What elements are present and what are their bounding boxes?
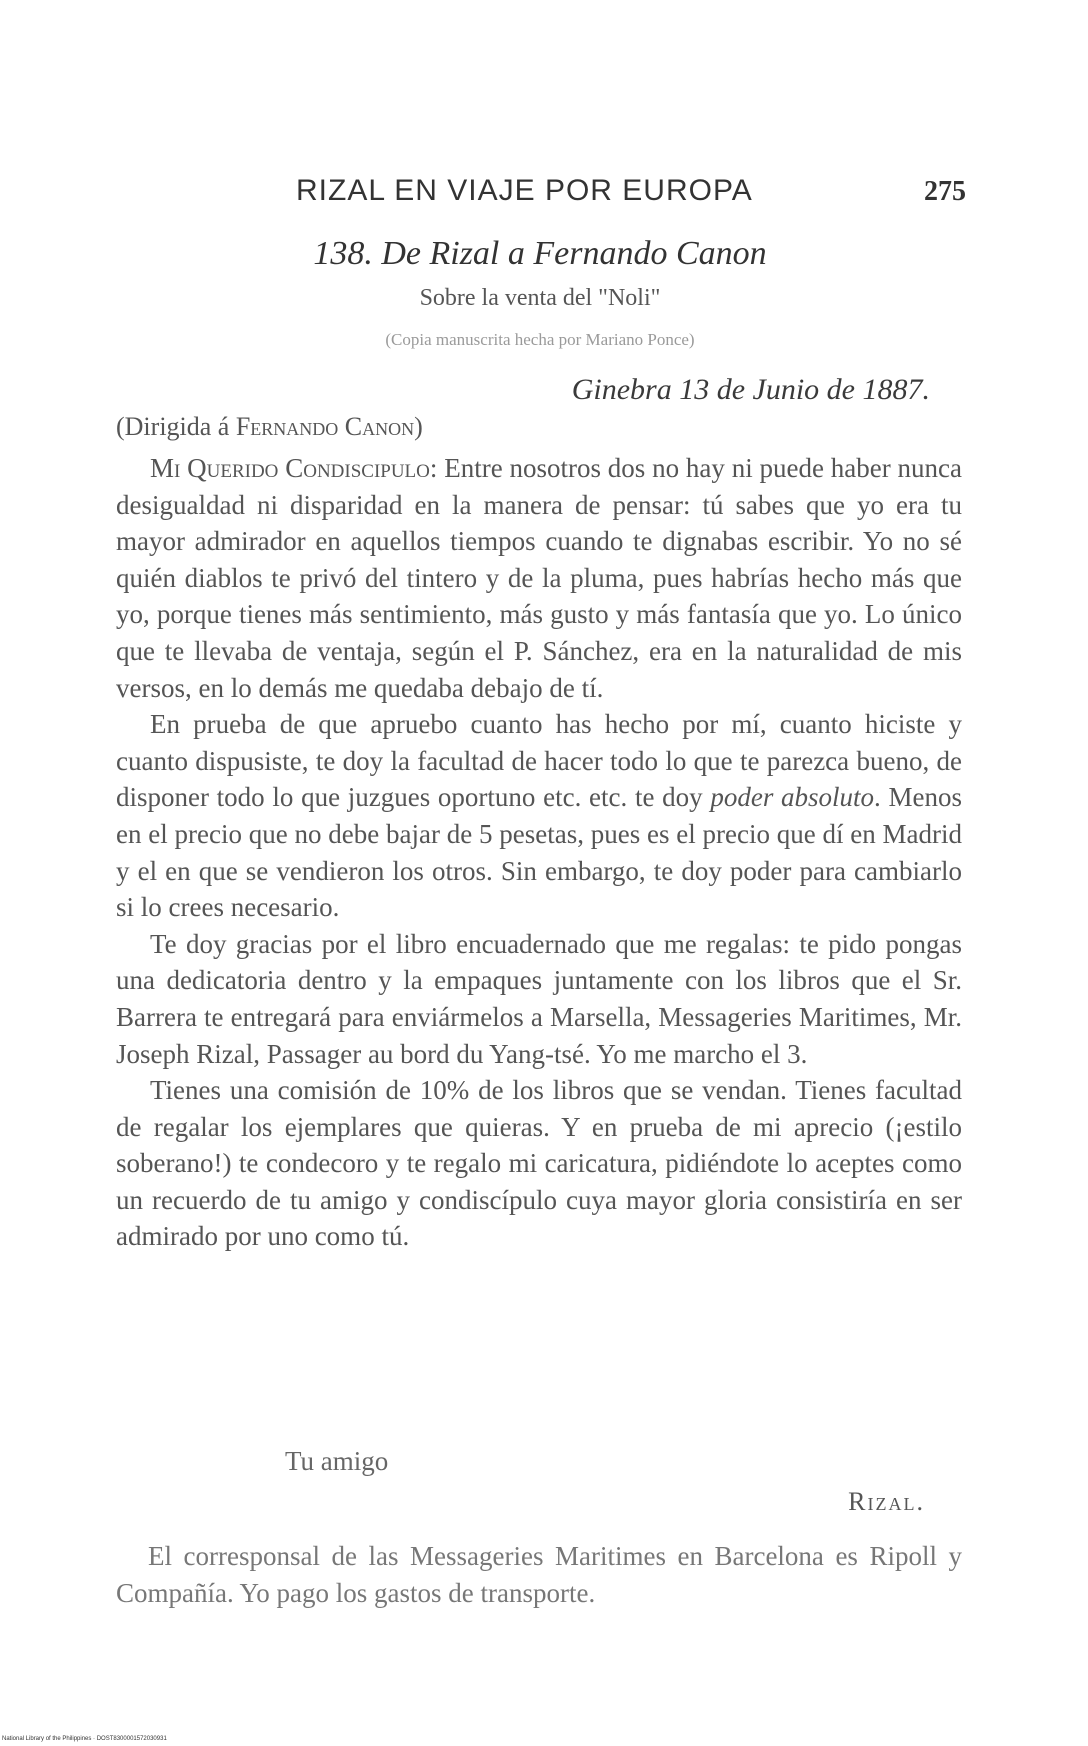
emphasis-text: poder absoluto (710, 782, 875, 813)
closing: Tu amigo (285, 1446, 389, 1476)
letter-body (116, 450, 962, 1255)
signature: Rizal. (848, 1487, 925, 1516)
addressee-name: Fernando Canon (235, 412, 415, 441)
letter-title: 138. De Rizal a Fernando Canon (313, 235, 767, 272)
addressee-prefix: (Dirigida á (116, 412, 236, 441)
paragraph-2-text: En prueba de que apruebo cuanto has hecho por mí, cuanto hiciste y cuanto dispusiste, te doy la facultad de hacer todo lo que te parezca bueno, de disponer todo lo que juzgues oportuno etc. etc. te doy (116, 709, 962, 813)
paragraph-1-text: Entre nosotros dos no hay ni puede haber nunca desigualdad ni disparidad en la manera de pensar: tú sabes que yo era tu mayor admirador en aquellos tiempos cuando te dignabas escribir. Yo no sé quién diablos te privó del tintero y de la pluma, pues habrías hecho más que yo, porque tienes más sentimiento, más gusto y más fantasía que yo. Lo único que te llevaba de ventaja, según el P. Sánchez, era en la naturalidad de mis versos, en lo demás me quedaba debajo de tí. (116, 453, 962, 703)
salutation: Mi Querido Condiscipulo: (150, 453, 438, 483)
editorial-note (116, 1538, 962, 1612)
paragraph-2-rest: . Menos en el precio que no debe bajar de 5 pesetas, pues es el precio que dí en Madrid y el en que se vendieron los otros. Sin embargo, te doy poder para cambiarlo si lo crees necesario. (116, 782, 962, 923)
letter-source-note: (Copia manuscrita hecha por Mariano Ponce) (385, 330, 695, 349)
addressee (116, 412, 423, 442)
addressee-suffix: ) (414, 412, 423, 441)
dateline: Ginebra 13 de Junio de 1887. (571, 373, 930, 406)
running-head (296, 174, 966, 214)
paragraph-3: Te doy gracias por el libro encuadernado que me regalas: te pido pongas una dedicatoria dentro y la empaques juntamente con los libros que el Sr. Barrera te entregará para enviármelos a Marsella, Messageries Maritimes, Mr. Joseph Rizal, Passager au bord du Yang-tsé. Yo me marcho el 3. (116, 928, 962, 1069)
footer-credit: National Library of the Philippines · DOST8300001572030931 (2, 1736, 167, 1742)
paragraph-4: Tienes una comisión de 10% de los libros que se vendan. Tienes facultad de regalar los ejemplares que quieras. Y en prueba de mi aprecio (¡estilo soberano!) te condecoro y te regalo mi caricatura, pidiéndote lo aceptes como un recuerdo de tu amigo y condiscípulo cuya mayor gloria consistiría en ser admirado por uno como tú. (116, 1075, 962, 1252)
editorial-note-text: El corresponsal de las Messageries Maritimes en Barcelona es Ripoll y Compañía. Yo pago los gastos de transporte. (116, 1541, 962, 1608)
page-number: 275 (924, 176, 966, 207)
letter-subtitle: Sobre la venta del "Noli" (419, 285, 661, 311)
paragraph-2 (116, 706, 962, 926)
paragraph-1 (116, 450, 962, 706)
running-head-title: RIZAL EN VIAJE POR EUROPA (296, 174, 753, 207)
